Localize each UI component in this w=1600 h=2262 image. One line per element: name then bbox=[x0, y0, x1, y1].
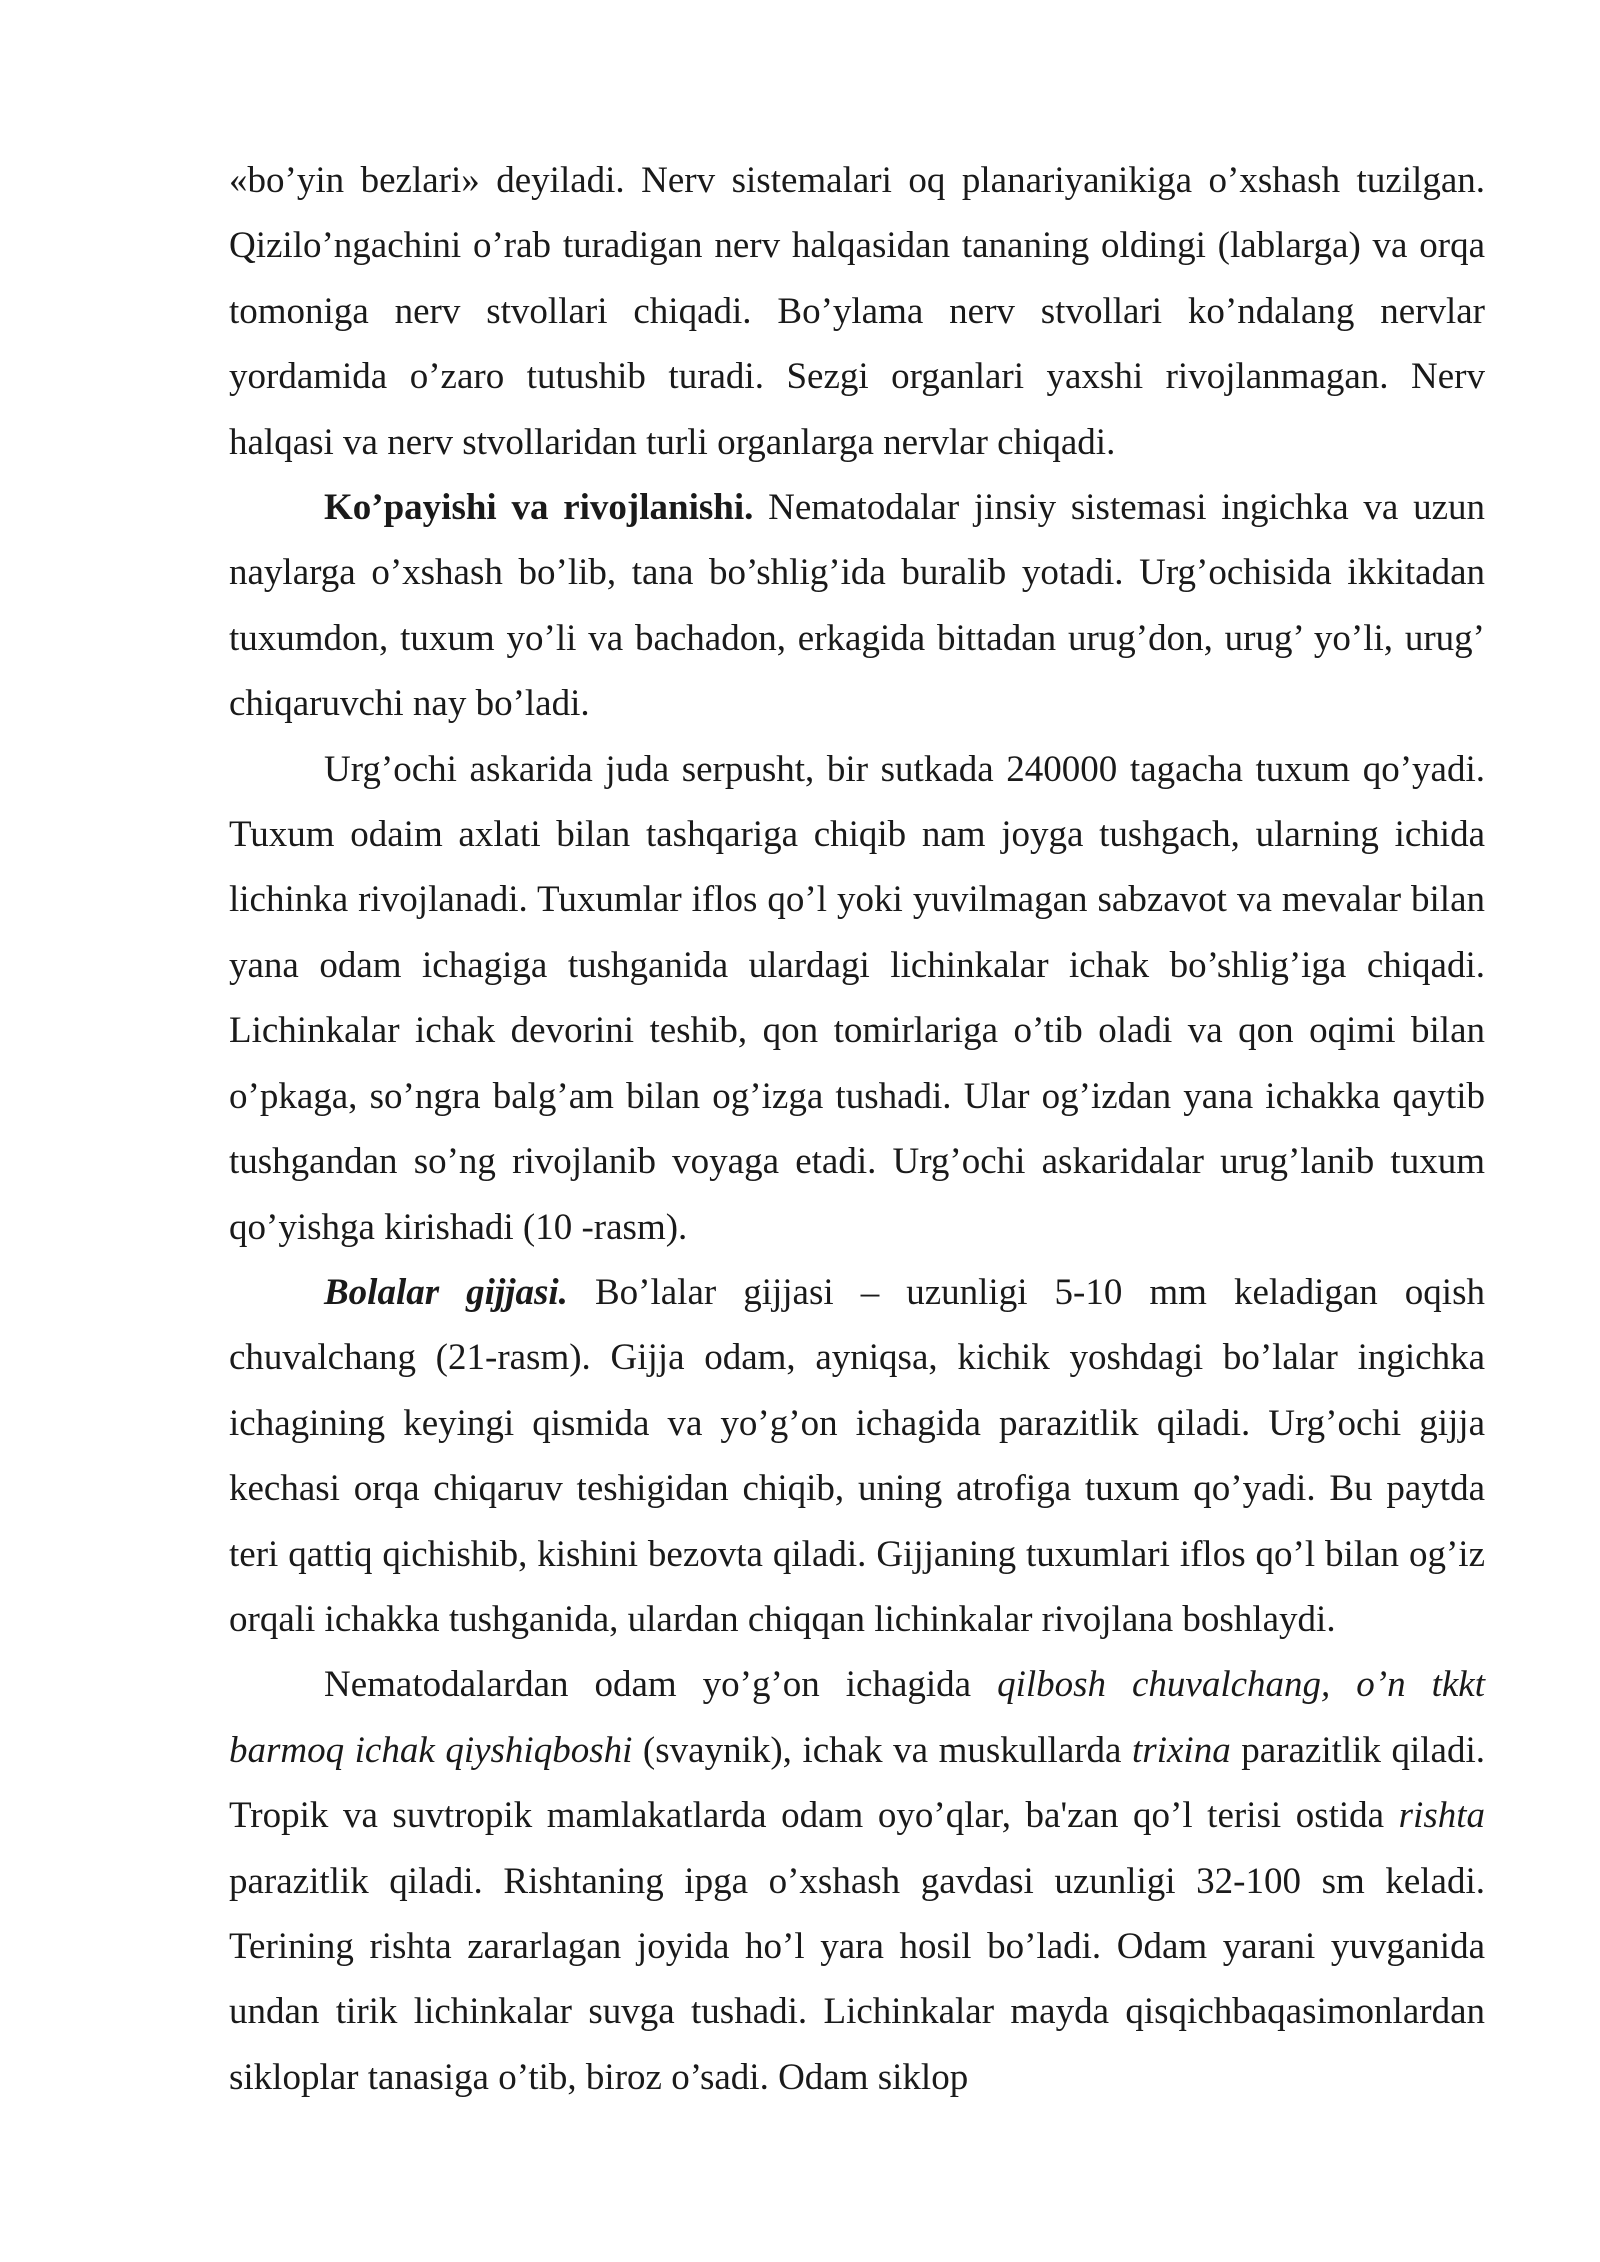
paragraph-bolalar-gijjasi bbox=[229, 1260, 1485, 1652]
paragraph-text: parazitlik qiladi. Tropik va suvtropik mamlakatlarda odam oyo’qlar, ba'zan qo’l terisi ostida bbox=[229, 1729, 1485, 1837]
paragraph-text: parazitlik qiladi. Rishtaning ipga o’xshash gavdasi uzunligi 32-100 sm keladi. Terining rishta zararlagan joyida ho’l yara hosil bo’ladi. Odam yarani yuvganida undan tirik lichinkalar suvga tushadi. Lichinkalar mayda qisqichbaqasimonlardan sikloplar tanasiga o’tib, biroz o’sadi. Odam siklop bbox=[229, 1860, 1485, 2098]
italic-term: trixina bbox=[1132, 1729, 1231, 1771]
paragraph-kopayishi bbox=[229, 475, 1485, 737]
section-heading-bolalar-gijjasi: Bolalar gijjasi. bbox=[324, 1271, 568, 1313]
paragraph-nematodalardan bbox=[229, 1652, 1485, 2110]
paragraph-text: Nematodalar jinsiy sistemasi ingichka va uzun naylarga o’xshash bo’lib, tana bo’shlig’ida buralib yotadi. Urg’ochisida ikkitadan tuxumdon, tuxum yo’li va bachadon, erkagida bittadan urug’don, urug’ yo’li, urug’ chiqaruvchi nay bo’ladi. bbox=[229, 487, 1485, 725]
italic-term: rishta bbox=[1398, 1795, 1485, 1837]
paragraph-text: (svaynik), ichak va muskullarda bbox=[632, 1729, 1133, 1771]
paragraph-text: Urg’ochi askarida juda serpusht, bir sutkada 240000 tagacha tuxum qo’yadi. Tuxum odaim axlati bilan tashqariga chiqib nam joyga tushgach, ularning ichida lichinka rivojlanadi. Tuxumlar iflos qo’l yoki yuvilmagan sabzavot va mevalar bilan yana odam ichagiga tushganida ulardagi lichinkalar ichak bo’shlig’iga chiqadi. Lichinkalar ichak devorini teshib, qon tomirlariga o’tib oladi va qon oqimi bilan o’pkaga, so’ngra balg’am bilan og’izga tushadi. Ular og’izdan yana ichakka qaytib tushgandan so’ng rivojlanib voyaga etadi. Urg’ochi askaridalar urug’lanib tuxum qo’yishga kirishadi (10 -rasm). bbox=[229, 748, 1485, 1248]
paragraph-text: Nematodalardan odam yo’g’on ichagida bbox=[324, 1664, 998, 1706]
italic-term: qilbosh chuvalchang, o’n tkkt barmoq ichak qiyshiqboshi bbox=[229, 1664, 1485, 1771]
document-page bbox=[229, 148, 1485, 2110]
paragraph-askarida bbox=[229, 737, 1485, 1260]
paragraph-text: Bo’lalar gijjasi – uzunligi 5-10 mm keladigan oqish chuvalchang (21-rasm). Gijja odam, ayniqsa, kichik yoshdagi bo’lalar ingichka ichagining keyingi qismida va yo’g’on ichagida parazitlik qiladi. Urg’ochi gijja kechasi orqa chiqaruv teshigidan chiqib, uning atrofiga tuxum qo’yadi. Bu paytda teri qattiq qichishib, kishini bezovta qiladi. Gijjaning tuxumlari iflos qo’l bilan og’iz orqali ichakka tushganida, ulardan chiqqan lichinkalar rivojlana boshlaydi. bbox=[229, 1271, 1485, 1640]
section-heading-kopayishi: Ko’payishi va rivojlanishi. bbox=[324, 487, 754, 529]
paragraph-text: «bo’yin bezlari» deyiladi. Nerv sistemalari oq planariyanikiga o’xshash tuzilgan. Qizilo’ngachini o’rab turadigan nerv halqasidan tananing oldingi (lablarga) va orqa tomoniga nerv stvollari chiqadi. Bo’ylama nerv stvollari ko’ndalang nervlar yordamida o’zaro tutushib turadi. Sezgi organlari yaxshi rivojlanmagan. Nerv halqasi va nerv stvollaridan turli organlarga nervlar chiqadi. bbox=[229, 160, 1485, 463]
paragraph-nerv-sistemasi bbox=[229, 148, 1485, 475]
